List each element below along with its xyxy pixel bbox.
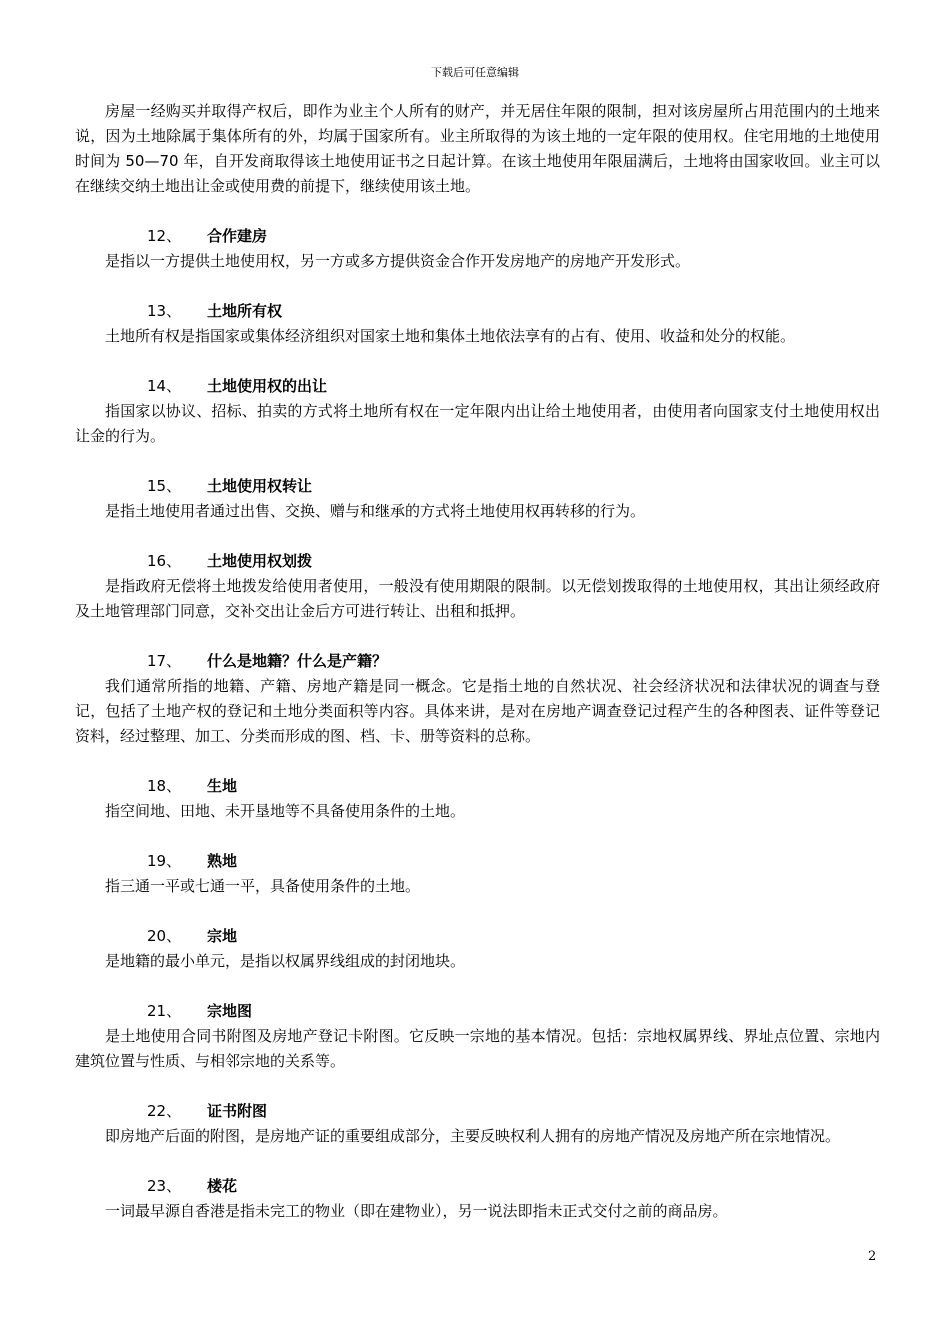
section-body: 即房地产后面的附图，是房地产证的重要组成部分，主要反映权利人拥有的房地产情况及房地产所在宗地情况。 xyxy=(105,1127,841,1145)
section-spacer xyxy=(75,624,880,649)
section-heading xyxy=(75,549,880,574)
section-21 xyxy=(75,974,880,1074)
section-heading xyxy=(75,649,880,674)
section-heading xyxy=(75,849,880,874)
section-heading xyxy=(75,299,880,324)
section-number: 14、 xyxy=(147,377,182,395)
section-body: 土地所有权是指国家或集体经济组织对国家土地和集体土地依法享有的占有、使用、收益和处分的权能。 xyxy=(105,327,796,345)
section-22 xyxy=(75,1074,880,1149)
section-heading xyxy=(75,374,880,399)
section-19 xyxy=(75,824,880,899)
page-header: 下载后可任意编辑 xyxy=(431,66,519,79)
intro-paragraph: 房屋一经购买并取得产权后，即作为业主个人所有的财产，并无居住年限的限制，担对该房屋所占用范围内的土地来说，因为土地除属于集体所有的外，均属于国家所有。业主所取得的为该土地的一定年限的使用权。住宅用地的土地使用时间为 50—70 年，自开发商取得该土地使用证书之日起计算。在该土地使用年限届满后，土地将由国家收回。业主可以在继续交纳土地出让金或使用费的前提下，继续使用该土地。 xyxy=(75,102,880,195)
section-spacer xyxy=(75,524,880,549)
section-number: 23、 xyxy=(147,1177,182,1195)
section-number: 15、 xyxy=(147,477,182,495)
section-spacer xyxy=(75,899,880,924)
section-heading xyxy=(75,474,880,499)
section-14 xyxy=(75,349,880,449)
section-number: 22、 xyxy=(147,1102,182,1120)
section-spacer xyxy=(75,749,880,774)
section-number: 16、 xyxy=(147,552,182,570)
section-number: 20、 xyxy=(147,927,182,945)
section-title: 熟地 xyxy=(207,852,238,870)
section-heading xyxy=(75,1099,880,1124)
section-title: 合作建房 xyxy=(207,227,268,245)
section-body: 一词最早源自香港是指未完工的物业（即在建物业），另一说法即指未正式交付之前的商品房。 xyxy=(105,1202,728,1220)
section-spacer xyxy=(75,1074,880,1099)
section-title: 证书附图 xyxy=(207,1102,268,1120)
section-title: 生地 xyxy=(207,777,238,795)
section-body: 我们通常所指的地籍、产籍、房地产籍是同一概念。它是指土地的自然状况、社会经济状况和法律状况的调查与登记，包括了土地产权的登记和土地分类面积等内容。具体来讲，是对在房地产调查登记过程产生的各种图表、证件等登记资料，经过整理、加工、分类而形成的图、档、卡、册等资料的总称。 xyxy=(75,677,880,745)
section-title: 宗地 xyxy=(207,927,238,945)
section-spacer xyxy=(75,974,880,999)
section-12 xyxy=(75,199,880,274)
section-spacer xyxy=(75,274,880,299)
section-body: 是土地使用合同书附图及房地产登记卡附图。它反映一宗地的基本情况。包括：宗地权属界线、界址点位置、宗地内建筑位置与性质、与相邻宗地的关系等。 xyxy=(75,1027,880,1070)
section-spacer xyxy=(75,824,880,849)
section-17 xyxy=(75,624,880,749)
section-body: 指国家以协议、招标、拍卖的方式将土地所有权在一定年限内出让给土地使用者，由使用者向国家支付土地使用权出让金的行为。 xyxy=(75,402,880,445)
section-13 xyxy=(75,274,880,349)
section-body: 是指以一方提供土地使用权，另一方或多方提供资金合作开发房地产的房地产开发形式。 xyxy=(105,252,691,270)
section-number: 12、 xyxy=(147,227,182,245)
section-spacer xyxy=(75,349,880,374)
section-heading xyxy=(75,224,880,249)
section-number: 19、 xyxy=(147,852,182,870)
section-heading xyxy=(75,999,880,1024)
section-spacer xyxy=(75,1149,880,1174)
section-title: 土地使用权转让 xyxy=(207,477,313,495)
section-body: 指空间地、田地、未开垦地等不具备使用条件的土地。 xyxy=(105,802,466,820)
section-title: 什么是地籍？什么是产籍？ xyxy=(207,652,388,670)
section-15 xyxy=(75,449,880,524)
section-16 xyxy=(75,524,880,624)
section-heading xyxy=(75,1174,880,1199)
section-title: 宗地图 xyxy=(207,1002,253,1020)
document-body xyxy=(75,99,880,1224)
section-title: 土地使用权的出让 xyxy=(207,377,328,395)
section-title: 楼花 xyxy=(207,1177,238,1195)
section-title: 土地所有权 xyxy=(207,302,283,320)
section-body: 是地籍的最小单元，是指以权属界线组成的封闭地块。 xyxy=(105,952,466,970)
section-number: 18、 xyxy=(147,777,182,795)
sections-list xyxy=(75,199,880,1224)
section-number: 21、 xyxy=(147,1002,182,1020)
section-body: 是指政府无偿将土地拨发给使用者使用，一般没有使用期限的限制。以无偿划拨取得的土地使用权，其出让须经政府及土地管理部门同意，交补交出让金后方可进行转让、出租和抵押。 xyxy=(75,577,880,620)
section-body: 指三通一平或七通一平，具备使用条件的土地。 xyxy=(105,877,421,895)
section-18 xyxy=(75,749,880,824)
section-heading xyxy=(75,924,880,949)
section-body: 是指土地使用者通过出售、交换、赠与和继承的方式将土地使用权再转移的行为。 xyxy=(105,502,646,520)
section-23 xyxy=(75,1149,880,1224)
section-20 xyxy=(75,899,880,974)
section-spacer xyxy=(75,449,880,474)
section-number: 17、 xyxy=(147,652,182,670)
section-heading xyxy=(75,774,880,799)
section-spacer xyxy=(75,199,880,224)
section-number: 13、 xyxy=(147,302,182,320)
section-title: 土地使用权划拨 xyxy=(207,552,313,570)
page-number: 2 xyxy=(868,1249,877,1264)
